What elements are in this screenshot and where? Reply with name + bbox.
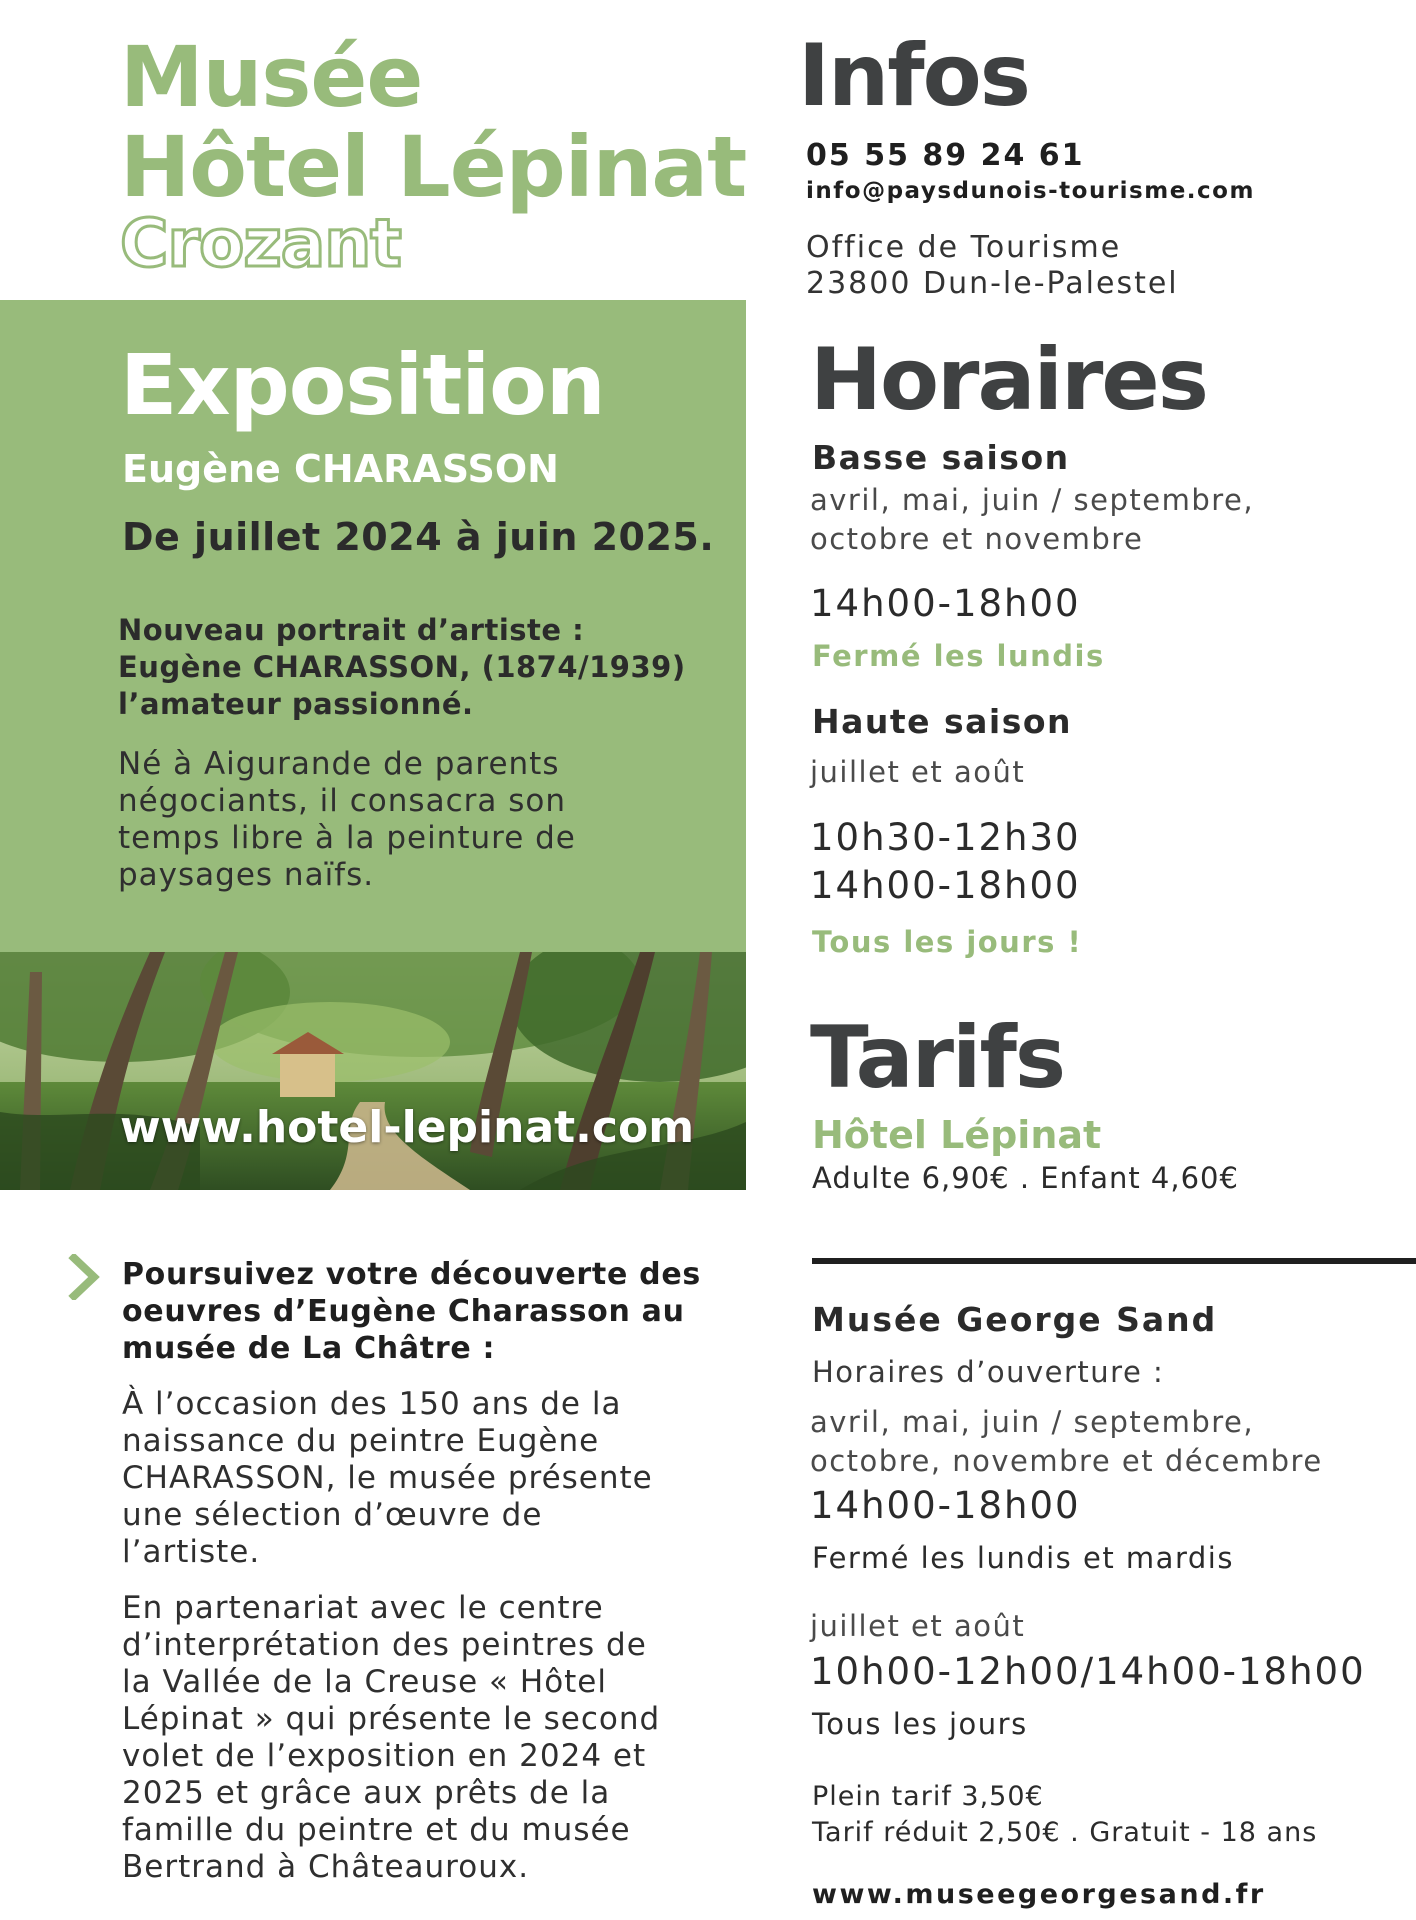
discovery-paragraph-line: En partenariat avec le centre	[122, 1590, 604, 1626]
discovery-paragraph-line: Bertrand à Châteauroux.	[122, 1849, 530, 1885]
museum-title-line2: Hôtel Lépinat	[120, 118, 747, 216]
exposition-subtitle-line: Nouveau portrait d’artiste :	[118, 613, 585, 647]
high-season-title: Haute saison	[812, 702, 1073, 741]
infos-heading: Infos	[798, 26, 1029, 126]
discovery-lead	[122, 1256, 722, 1367]
tarifs-heading: Tarifs	[810, 1008, 1065, 1108]
george-sand-months: avril, mai, juin / septembre,	[810, 1405, 1255, 1439]
low-season-hours: 14h00-18h00	[810, 582, 1081, 625]
exposition-artist: Eugène CHARASSON	[122, 447, 559, 491]
discovery-paragraph-line: volet de l’exposition en 2024 et	[122, 1738, 647, 1774]
exposition-description-line: temps libre à la peinture de	[118, 820, 576, 856]
hotel-lepinat-website[interactable]: www.hotel-lepinat.com	[120, 1102, 695, 1153]
george-sand-hours-label: Horaires d’ouverture :	[812, 1355, 1165, 1389]
tarif-venue: Hôtel Lépinat	[812, 1113, 1102, 1157]
office-name: Office de Tourisme	[806, 230, 1122, 265]
section-divider	[812, 1258, 1416, 1264]
email-address[interactable]: info@paysdunois-tourisme.com	[806, 178, 1255, 204]
george-sand-reduced-price: Tarif réduit 2,50€ . Gratuit - 18 ans	[812, 1817, 1318, 1848]
landscape-painting	[0, 952, 746, 1190]
landscape-painting-image	[0, 952, 746, 1190]
museum-title-line1: Musée	[120, 28, 423, 126]
high-season-months: juillet et août	[810, 755, 1026, 789]
discovery-paragraph-line: d’interprétation des peintres de	[122, 1627, 647, 1663]
discovery-paragraph-line: CHARASSON, le musée présente	[122, 1460, 653, 1496]
george-sand-hours: 14h00-18h00	[810, 1484, 1081, 1527]
discovery-paragraph-line: une sélection d’œuvre de	[122, 1497, 543, 1533]
george-sand-website[interactable]: www.museegeorgesand.fr	[812, 1879, 1266, 1910]
discovery-lead-line: oeuvres d’Eugène Charasson au	[122, 1294, 685, 1329]
exposition-dates: De juillet 2024 à juin 2025.	[122, 515, 715, 559]
exposition-description-line: négociants, il consacra son	[118, 783, 566, 819]
low-season-months: octobre et novembre	[810, 522, 1144, 556]
high-season-hours-afternoon: 14h00-18h00	[810, 864, 1081, 907]
low-season-months: avril, mai, juin / septembre,	[810, 483, 1255, 517]
discovery-paragraph-line: famille du peintre et du musée	[122, 1812, 631, 1848]
phone-number[interactable]: 05 55 89 24 61	[806, 138, 1085, 173]
exposition-title: Exposition	[120, 336, 605, 434]
exposition-subtitle-line: l’amateur passionné.	[118, 687, 474, 721]
george-sand-title: Musée George Sand	[812, 1300, 1218, 1339]
george-sand-full-price: Plein tarif 3,50€	[812, 1781, 1044, 1812]
low-season-title: Basse saison	[812, 438, 1070, 477]
george-sand-months: octobre, novembre et décembre	[810, 1444, 1323, 1478]
discovery-paragraph-1	[122, 1386, 722, 1571]
george-sand-summer-months: juillet et août	[810, 1609, 1026, 1643]
tarif-prices: Adulte 6,90€ . Enfant 4,60€	[812, 1161, 1239, 1195]
exposition-description	[118, 746, 738, 894]
george-sand-summer-hours: 10h00-12h00/14h00-18h00	[810, 1650, 1366, 1693]
george-sand-summer-days: Tous les jours	[812, 1707, 1028, 1741]
high-season-open: Tous les jours !	[812, 925, 1083, 959]
exposition-description-line: Né à Aigurande de parents	[118, 746, 560, 782]
office-address: 23800 Dun-le-Palestel	[806, 266, 1179, 301]
discovery-paragraph-line: l’artiste.	[122, 1534, 261, 1570]
exposition-subtitle-line: Eugène CHARASSON, (1874/1939)	[118, 650, 686, 684]
discovery-paragraph-2	[122, 1590, 722, 1886]
discovery-paragraph-line: À l’occasion des 150 ans de la	[122, 1386, 622, 1422]
discovery-lead-line: Poursuivez votre découverte des	[122, 1257, 701, 1292]
discovery-lead-line: musée de La Châtre :	[122, 1331, 496, 1366]
discovery-paragraph-line: la Vallée de la Creuse « Hôtel	[122, 1664, 607, 1700]
exposition-description-line: paysages naïfs.	[118, 857, 375, 893]
george-sand-closed: Fermé les lundis et mardis	[812, 1541, 1234, 1575]
discovery-paragraph-line: 2025 et grâce aux prêts de la	[122, 1775, 611, 1811]
high-season-hours-morning: 10h30-12h30	[810, 816, 1081, 859]
discovery-paragraph-line: Lépinat » qui présente le second	[122, 1701, 661, 1737]
low-season-closed: Fermé les lundis	[812, 639, 1105, 673]
horaires-heading: Horaires	[810, 330, 1207, 430]
exposition-subtitle	[118, 612, 738, 723]
discovery-paragraph-line: naissance du peintre Eugène	[122, 1423, 600, 1459]
chevron-right-icon	[68, 1254, 102, 1300]
museum-location: Crozant	[120, 205, 401, 282]
